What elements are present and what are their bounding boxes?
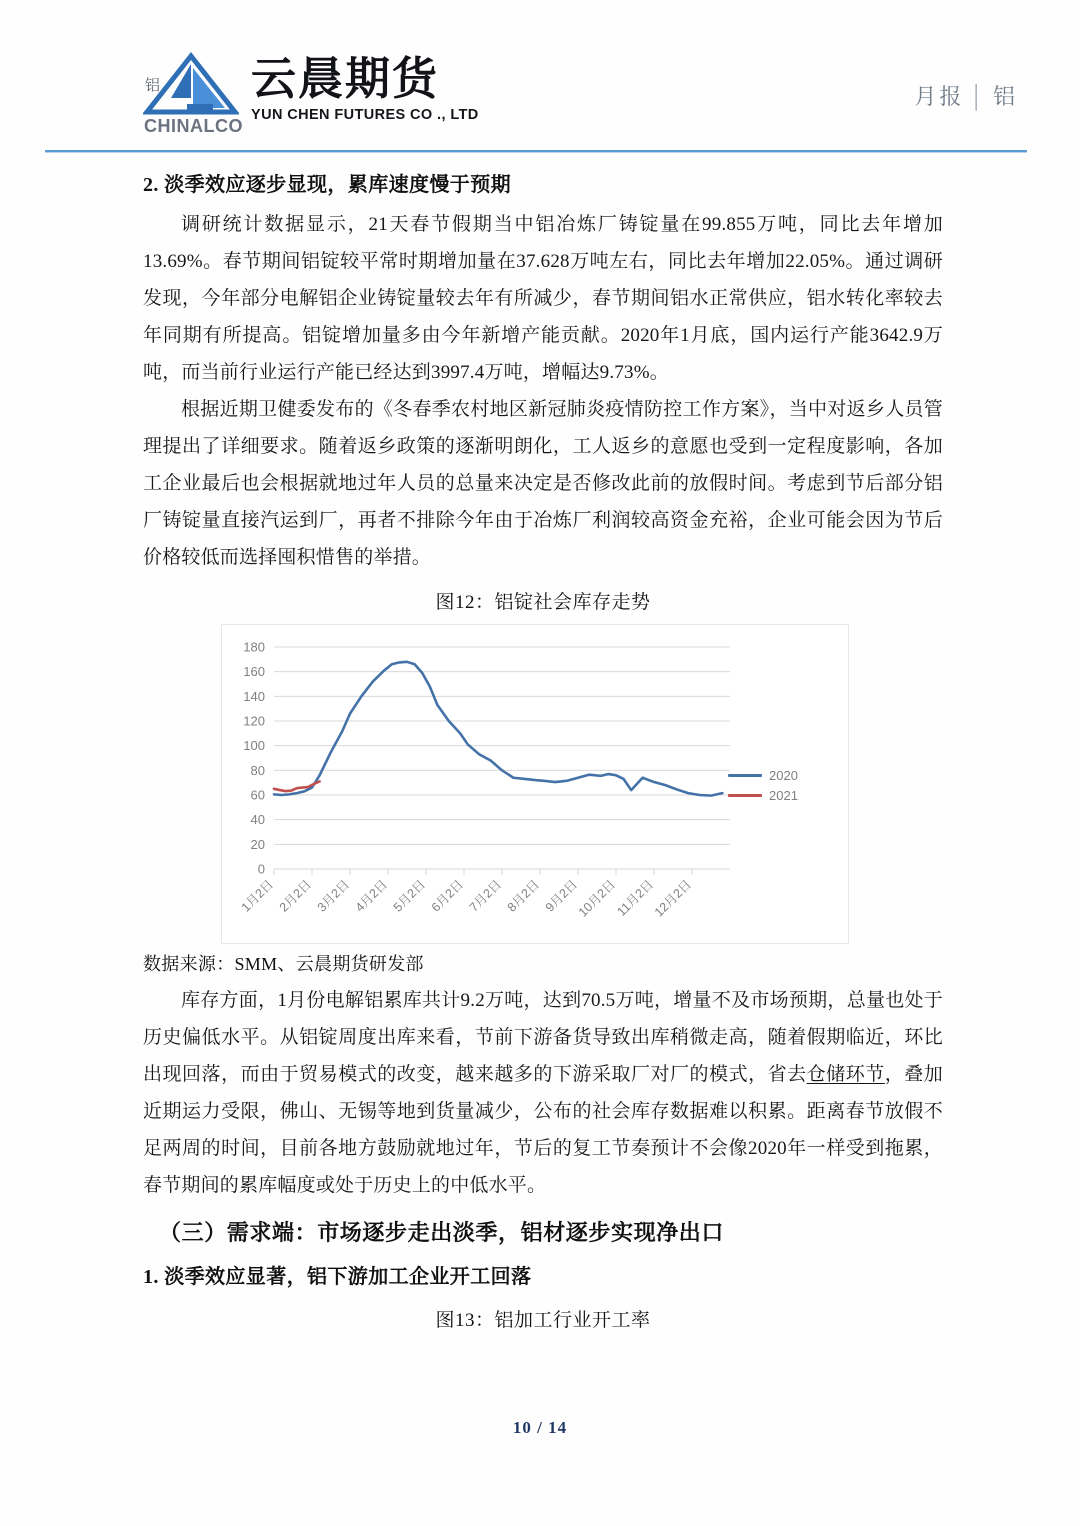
company-logo xyxy=(143,52,479,134)
page-footer xyxy=(0,1418,1080,1438)
section-heading-1: 1. 淡季效应显著，铝下游加工企业开工回落 xyxy=(143,1266,532,1288)
svg-text:40: 40 xyxy=(250,812,265,828)
svg-text:4月2日: 4月2日 xyxy=(352,877,391,915)
legend-item-2021 xyxy=(728,785,832,805)
svg-text:120: 120 xyxy=(243,713,265,729)
svg-text:1月2日: 1月2日 xyxy=(238,877,277,915)
page-number: 10 / 14 xyxy=(512,1418,568,1437)
legend-swatch-2020 xyxy=(728,774,762,777)
figure-12-caption: 图12：铝锭社会库存走势 xyxy=(435,592,651,613)
svg-text:0: 0 xyxy=(257,861,265,877)
company-name-cn: 云晨期货 xyxy=(251,53,440,104)
document-label-topic: 铝 xyxy=(992,84,1018,109)
document-label xyxy=(914,80,1018,111)
logo-badge-text: 铝 xyxy=(145,77,160,94)
document-label-divider: │ xyxy=(968,84,987,109)
svg-text:80: 80 xyxy=(250,762,265,778)
legend-label-2020: 2020 xyxy=(769,767,798,783)
document-body xyxy=(143,168,943,1340)
svg-text:5月2日: 5月2日 xyxy=(390,877,429,915)
svg-text:7月2日: 7月2日 xyxy=(466,877,505,915)
paragraph-1: 调研统计数据显示，21天春节假期当中铝冶炼厂铸锭量在99.855万吨，同比去年增加13.69%。春节期间铝锭较平常时期增加量在37.628万吨左右，同比去年增加22.05%。通过调研发现，今年部分电解铝企业铸锭量较去年有所减少，春节期间铝水正常供应，铝水转化率较去年同期有所提高。铝锭增加量多由今年新增产能贡献。2020年1月底，国内运行产能3642.9万吨，而当前行业运行产能已经达到3997.4万吨，增幅达9.73%。 xyxy=(143,214,943,383)
section-heading-2: 2. 淡季效应逐步显现，累库速度慢于预期 xyxy=(143,174,511,196)
legend-item-2020 xyxy=(728,765,832,785)
svg-text:12月2日: 12月2日 xyxy=(651,877,695,920)
svg-text:10月2日: 10月2日 xyxy=(575,877,619,920)
document-label-type: 月报 xyxy=(914,84,965,109)
page-header xyxy=(0,0,1080,155)
figure-13-caption: 图13：铝加工行业开工率 xyxy=(435,1310,651,1331)
svg-text:100: 100 xyxy=(243,738,265,754)
logo-wordmark xyxy=(251,52,479,123)
svg-text:3月2日: 3月2日 xyxy=(314,877,353,915)
figure-12-source: 数据来源：SMM、云晨期货研发部 xyxy=(143,954,424,974)
paragraph-3-part-a: 库存方面，1月份电解铝累库共计9.2万吨，达到70.5万吨，增量不及市场预期，总量也处于历史偏低水平。从铝锭周度出库来看，节前下游备货导致出库稍微走高，随着假期临近，环比出现回落，而由于贸易模式的改变，越来越多的下游采取厂对厂的模式，省去 xyxy=(143,990,943,1085)
company-name-en: YUN CHEN FUTURES CO ., LTD xyxy=(251,107,479,123)
legend-label-2021: 2021 xyxy=(769,787,798,803)
header-divider-rule xyxy=(45,150,1027,152)
svg-text:180: 180 xyxy=(243,639,265,655)
paragraph-3-underlined-term: 仓储环节 xyxy=(806,1064,885,1085)
svg-text:2月2日: 2月2日 xyxy=(276,877,315,915)
svg-text:6月2日: 6月2日 xyxy=(428,877,467,915)
paragraph-2: 根据近期卫健委发布的《冬春季农村地区新冠肺炎疫情防控工作方案》，当中对返乡人员管理提出了详细要求。随着返乡政策的逐渐明朗化，工人返乡的意愿也受到一定程度影响，各加工企业最后也会根据就地过年人员的总量来决定是否修改此前的放假时间。考虑到节后部分铝厂铸锭量直接汽运到厂，再者不排除今年由于冶炼厂利润较高资金充裕，企业可能会因为节后价格较低而选择囤积惜售的举措。 xyxy=(143,399,943,568)
chart-canvas xyxy=(221,624,849,944)
paragraph-3-part-b: ，叠加近期运力受限，佛山、无锡等地到货量减少，公布的社会库存数据难以积累。距离春节放假不足两周的时间，目前各地方鼓励就地过年，节后的复工节奏预计不会像2020年一样受到拖累，春节期间的累库幅度或处于历史上的中低水平。 xyxy=(143,1064,943,1196)
svg-text:160: 160 xyxy=(243,664,265,680)
svg-text:140: 140 xyxy=(243,688,265,704)
svg-text:20: 20 xyxy=(250,836,265,852)
svg-text:11月2日: 11月2日 xyxy=(614,877,657,919)
chart-legend xyxy=(728,765,832,805)
svg-text:60: 60 xyxy=(250,787,265,803)
logo-chinalco-text: CHINALCO xyxy=(144,116,243,136)
svg-text:9月2日: 9月2日 xyxy=(542,877,581,915)
figure-12-chart xyxy=(143,624,943,944)
chinalco-logo-icon xyxy=(143,52,243,136)
section-heading-demand: （三）需求端：市场逐步走出淡季，铝材逐步实现净出口 xyxy=(159,1220,725,1245)
svg-text:8月2日: 8月2日 xyxy=(504,877,543,915)
paragraph-3 xyxy=(143,982,943,1204)
legend-swatch-2021 xyxy=(728,794,762,797)
